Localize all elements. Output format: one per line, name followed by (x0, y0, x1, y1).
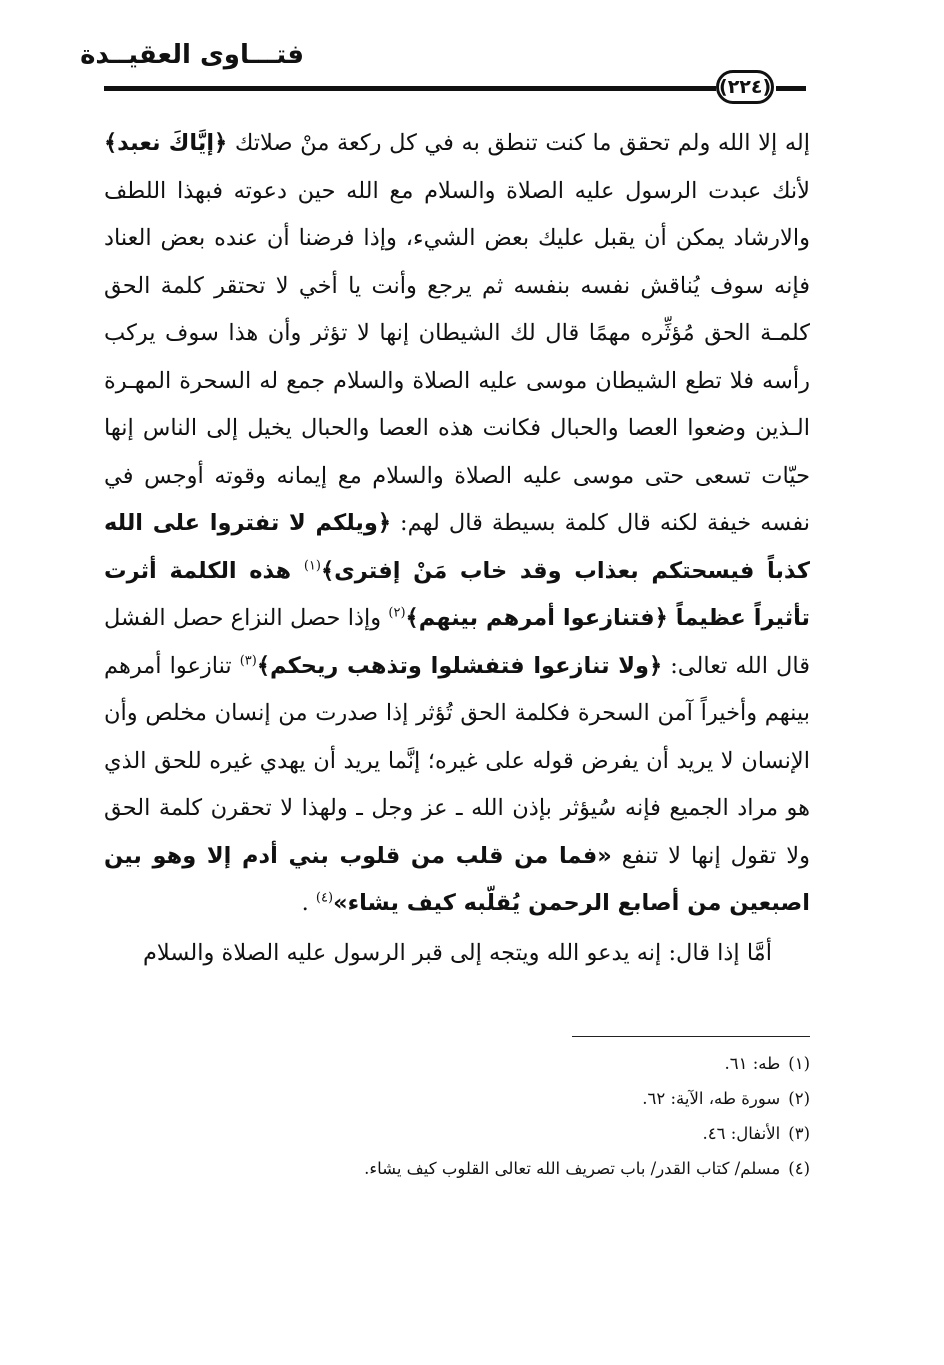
footnotes (104, 1046, 810, 1186)
footnote-3 (104, 1116, 810, 1151)
footnote-ref: (٢) (388, 605, 406, 621)
text-run: . (301, 890, 316, 916)
text-run: وإذا حصل النزاع حصل الفشل قال الله تعالى: (104, 605, 810, 679)
footnote-4 (104, 1151, 810, 1186)
quran-quote: ﴿ولا تنازعوا فتفشلوا وتذهب ريحكم﴾ (256, 652, 663, 679)
footnote-mark: (٢) (788, 1089, 810, 1108)
footnote-text: الأنفال: ٤٦. (702, 1124, 781, 1143)
main-text (104, 120, 810, 977)
paragraph-2: أمَّا إذا قال: إنه يدعو الله ويتجه إلى قبر الرسول عليه الصلاة والسلام (143, 939, 772, 966)
text-run: إله إلا الله ولم تحقق ما كنت تنطق به في كل ركعة منْ صلاتك (227, 130, 810, 156)
footnote-2 (104, 1081, 810, 1116)
footnote-ref: (٣) (239, 653, 257, 668)
footnote-text: سورة طه، الآية: ٦٢. (642, 1089, 781, 1108)
text-run: لأنك عبدت الرسول عليه الصلاة والسلام مع الله حين دعوته فبهذا اللطف والارشاد يمكن أن يقبل عليك بعض الشيء، وإذا فرضنا أن عنده بعض العناد فإنه سوف يُناقش نفسه بنفسه ثم يرجع وأنت يا أخي لا تحتقر كلمة الحق كلمـة الحق مُؤثِّره مهمًا قال لك الشيطان إنها لا تؤثر وأن هذا سوف يركب رأسه فلا تطع الشيطان موسى عليه الصلاة والسلام جمع له السحرة المهـرة الـذين وضعوا العصا والحبال فكانت هذه العصا والحبال يخيل إلى الناس إنها حيّات تسعى حتى موسى عليه الصلاة والسلام مع إيمانه وقوته أوجس في نفسه خيفة لكنه قال كلمة بسيطة قال لهم: (104, 177, 810, 536)
quran-quote: ﴿ويلكم لا تفتروا على الله كذباً فيسحتكم بعذاب وقد خاب مَنْ إفترى﴾ (104, 510, 810, 584)
footnote-text: مسلم/ كتاب القدر/ باب تصريف الله تعالى القلوب كيف يشاء. (364, 1159, 781, 1178)
footnote-separator (572, 1036, 810, 1037)
quran-quote: ﴿إيَّاكَ نعبد﴾ (104, 130, 228, 156)
header-rule (104, 86, 716, 91)
footnote-ref: (١) (303, 558, 321, 573)
quran-quote: ﴿فتنازعوا أمرهم بينهم﴾ (405, 605, 668, 631)
header-rule-short (776, 86, 806, 91)
hadith-quote: «فما من قلب من قلوب بني أدم إلا وهو بين اصبعين من أصابع الرحمن يُقلّبه كيف يشاء» (104, 842, 810, 916)
footnote-ref: (٤) (315, 890, 334, 906)
paragraph-1 (104, 120, 810, 928)
text-run: تنازعوا أمرهم بينهم وأخيراً آمن السحرة فكلمة الحق تُؤثر إذا صدرت من إنسان مخلص وأن الإنسان لا يريد أن يفرض قوله على غيره؛ إنَّما يريد أن يهدي غيره للحق الذي هو مراد الجميع فإنه سُيؤثر بإذن الله ـ عز وجل ـ ولهذا لا تحقرن كلمة الحق ولا تقول إنها لا تنفع (104, 652, 810, 869)
footnote-mark: (٤) (788, 1159, 810, 1178)
footnote-mark: (١) (788, 1054, 810, 1073)
page-number: (٢٢٤) (716, 70, 774, 104)
footnote-mark: (٣) (788, 1124, 810, 1143)
running-header-title: فتـــاوى العقيــدة (80, 40, 304, 70)
bold-text: هذه الكلمة أثرت تأثيراً عظيماً (104, 557, 810, 631)
footnote-text: طه: ٦١. (724, 1054, 781, 1073)
footnote-1 (104, 1046, 810, 1081)
